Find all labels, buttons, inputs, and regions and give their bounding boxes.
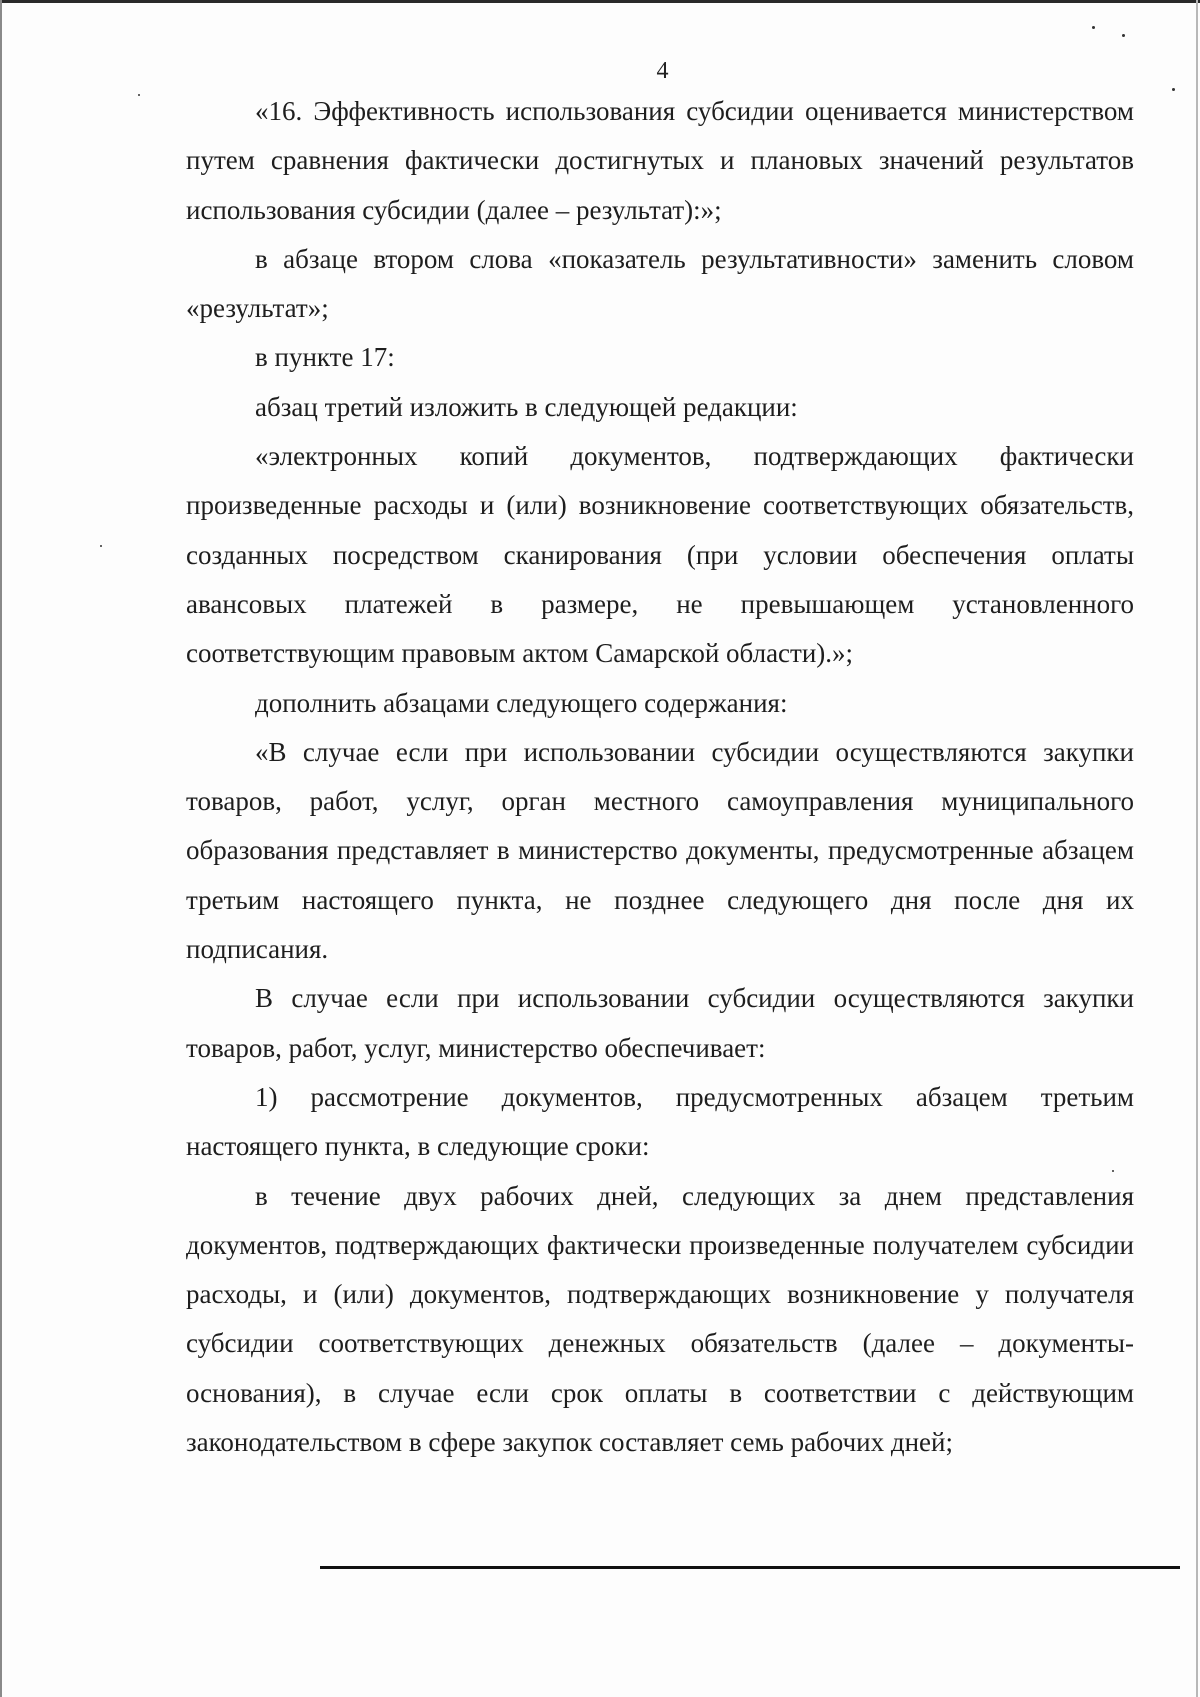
scan-speck [1112,1170,1114,1172]
scan-speck [1122,34,1125,37]
paragraph: 1) рассмотрение документов, предусмотренных абзацем третьим настоящего пункта, в следующие сроки: [186,1081,1134,1162]
scan-speck [1172,88,1175,91]
paragraph: в течение двух рабочих дней, следующих за днем представления документов, подтверждающих фактически произведенные получателем субсидии расходы, и (или) документов, подтверждающих возникновение у получателя субсидии соответствующих денежных обязательств (далее – документы-основания), в случае если срок оплаты в соответствии с действующим законодательством в сфере закупок составляет семь рабочих дней; [186,1180,1134,1458]
paragraph: дополнить абзацами следующего содержания: [255,687,788,718]
scan-speck [100,545,102,547]
paragraph: «электронных копий документов, подтверждающих фактически произведенные расходы и (или) возникновение соответствующих обязательств, созданных посредством сканирования (при условии обеспечения оплаты авансовых платежей в размере, не превышающем установленного соответствующим правовым актом Самарской области).»; [186,441,1134,669]
paragraph: «16. Эффективность использования субсидии оценивается министерством путем сравнения фактически достигнутых и плановых значений результатов использования субсидии (далее – результат):»; [186,96,1134,225]
paragraph: в абзаце втором слова «показатель результативности» заменить словом «результат»; [186,243,1134,324]
page-top-edge [0,0,1200,3]
paragraph: В случае если при использовании субсидии осуществляются закупки товаров, работ, услуг, министерство обеспечивает: [186,983,1134,1063]
page-number: 4 [656,58,669,84]
footer-rule [320,1566,1180,1569]
paragraph: абзац третий изложить в следующей редакции: [255,391,798,422]
paragraph: «В случае если при использовании субсидии осуществляются закупки товаров, работ, услуг, орган местного самоуправления муниципального образования представляет в министерство документы, предусмотренные абзацем третьим настоящего пункта, не позднее следующего дня после дня их подписания. [186,736,1134,965]
paragraph: в пункте 17: [255,342,395,373]
scan-speck [138,94,140,96]
scan-speck [1092,26,1095,29]
page-right-edge [1196,0,1198,1697]
page-left-edge [0,0,2,1697]
document-body [186,87,1134,1467]
